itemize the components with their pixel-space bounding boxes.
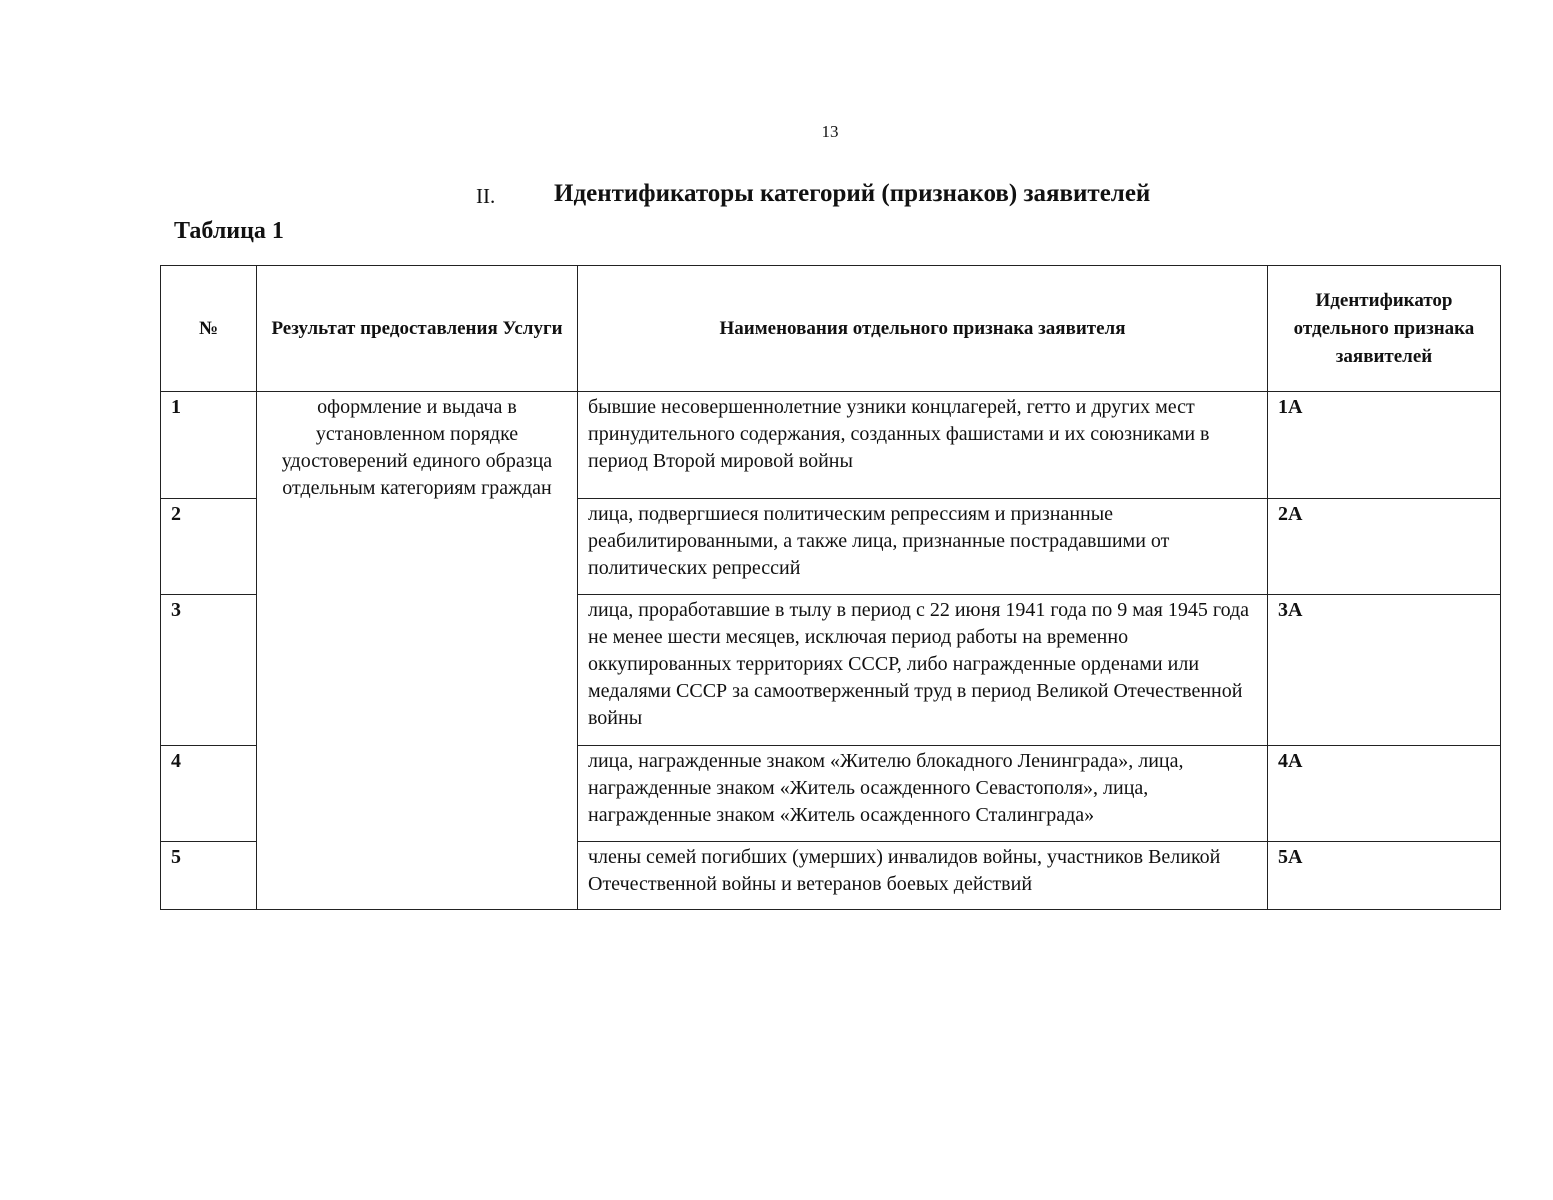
row-number: 1 xyxy=(161,392,257,499)
row-number: 5 xyxy=(161,842,257,910)
applicant-categories-table xyxy=(160,265,1501,910)
row-description: бывшие несовершеннолетние узники концлагерей, гетто и других мест принудительного содержания, созданных фашистами и их союзниками в период Второй мировой войны xyxy=(578,392,1268,499)
row-identifier: 5А xyxy=(1268,842,1501,910)
row-identifier: 1А xyxy=(1268,392,1501,499)
table-caption: Таблица 1 xyxy=(174,218,284,244)
section-heading xyxy=(0,180,1553,214)
row-identifier: 2А xyxy=(1268,499,1501,595)
table-row xyxy=(161,392,1501,499)
row-identifier: 3А xyxy=(1268,595,1501,746)
row-number: 2 xyxy=(161,499,257,595)
row-description: лица, проработавшие в тылу в период с 22 июня 1941 года по 9 мая 1945 года не менее шести месяцев, исключая период работы на временно оккупированных территориях СССР, либо награжденные орденами или медалями СССР за самоотверженный труд в период Великой Отечественной войны xyxy=(578,595,1268,746)
section-number: II. xyxy=(476,184,496,208)
row-number: 3 xyxy=(161,595,257,746)
row-description: лица, награжденные знаком «Жителю блокадного Ленинграда», лица, награжденные знаком «Житель осажденного Севастополя», лица, награжденные знаком «Житель осажденного Сталинграда» xyxy=(578,746,1268,842)
table-header-row xyxy=(161,266,1501,392)
row-description: лица, подвергшиеся политическим репрессиям и признанные реабилитированными, а также лица, признанные пострадавшими от политических репрессий xyxy=(578,499,1268,595)
section-title: Идентификаторы категорий (признаков) заявителей xyxy=(554,180,1151,207)
row-identifier: 4А xyxy=(1268,746,1501,842)
row-description: члены семей погибших (умерших) инвалидов войны, участников Великой Отечественной войны и ветеранов боевых действий xyxy=(578,842,1268,910)
header-number: № xyxy=(161,266,257,392)
header-description: Наименования отдельного признака заявителя xyxy=(578,266,1268,392)
page-number: 13 xyxy=(821,122,839,141)
header-identifier: Идентификатор отдельного признака заявителей xyxy=(1268,266,1501,392)
service-result: оформление и выдача в установленном порядке удостоверений единого образца отдельным категориям граждан xyxy=(257,392,578,910)
header-result: Результат предоставления Услуги xyxy=(257,266,578,392)
row-number: 4 xyxy=(161,746,257,842)
